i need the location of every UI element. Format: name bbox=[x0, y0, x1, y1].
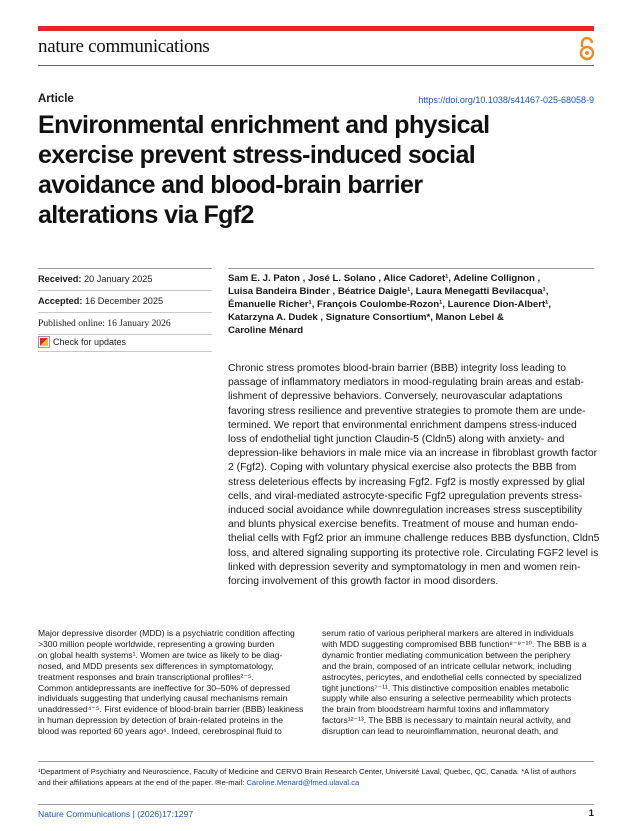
title-line: alterations via Fgf2 bbox=[38, 201, 254, 229]
article-title bbox=[38, 110, 598, 230]
title-line: avoidance and blood-brain barrier bbox=[38, 171, 423, 199]
accepted-value: 16 December 2025 bbox=[84, 296, 164, 306]
body-line: astrocytes, pericytes, and endothelial cells connected by specialized bbox=[322, 671, 582, 682]
published-date: Published online: 16 January 2026 bbox=[38, 318, 171, 329]
body-column-right bbox=[322, 628, 594, 737]
check-updates-label: Check for updates bbox=[53, 337, 127, 347]
abstract-line: loss, and altered signaling supporting its protective role. Circulating FGF2 level is bbox=[228, 547, 599, 559]
page-number: 1 bbox=[588, 808, 594, 819]
author-line[interactable]: Katarzyna A. Dudek , Signature Consortium*, Manon Lebel & bbox=[228, 312, 504, 323]
author-line[interactable]: Émanuelle Richer¹, François Coulombe-Rozon¹, Laurence Dion-Albert¹, bbox=[228, 299, 552, 310]
header-accent-bar bbox=[38, 26, 594, 31]
body-line: blood was reported 60 years ago⁶. Indeed, cerebrospinal fluid to bbox=[38, 726, 282, 737]
footer-citation[interactable]: Nature Communications | (2026)17:1297 bbox=[38, 809, 194, 819]
footnote-text: and their affiliations appears at the end of the paper. ✉e-mail: bbox=[38, 778, 247, 787]
received-date bbox=[38, 274, 152, 284]
body-line: with MDD suggesting compromised BBB function⁸⁻⁹⁻¹⁰. The BBB is a bbox=[322, 638, 587, 649]
abstract-line: and blunts physical exercise benefits. Treatment of mouse and human endo- bbox=[228, 519, 579, 531]
body-line: Common antidepressants are ineffective for 30–50% of depressed bbox=[38, 682, 291, 693]
body-column-left bbox=[38, 628, 310, 737]
received-value: 20 January 2025 bbox=[83, 274, 153, 284]
meta-divider bbox=[38, 312, 212, 313]
meta-divider bbox=[38, 290, 212, 291]
abstract-line: depression-like behaviors in male mice via an increase in fibroblast growth factor bbox=[228, 448, 598, 460]
footnote-line: ¹Department of Psychiatry and Neuroscience, Faculty of Medicine and CERVO Brain Research Center, Université Laval, Quebec, QC, Canada. *A list of authors bbox=[38, 767, 577, 776]
check-updates-button[interactable] bbox=[38, 336, 126, 348]
abstract-line: passage of inflammatory mediators in mood-regulating brain areas and estab- bbox=[228, 377, 584, 389]
author-line[interactable]: Luisa Bandeira Binder , Béatrice Daigle¹, Laura Menegatti Bevilacqua¹, bbox=[228, 286, 549, 297]
abstract-line: linked with depression severity and symptomatology in men and women rein- bbox=[228, 561, 581, 573]
author-list bbox=[228, 272, 598, 337]
author-line[interactable]: Sam E. J. Paton , José L. Solano , Alice Cadoret¹, Adeline Collignon , bbox=[228, 273, 541, 284]
abstract bbox=[228, 362, 598, 589]
abstract-line: induced social avoidance while downregulation increases stress susceptibility bbox=[228, 505, 583, 517]
accepted-date bbox=[38, 296, 163, 306]
abstract-line: thelial cells with Fgf2 prior an immune challenge reduces BBB dysfunction, Cldn5 bbox=[228, 533, 600, 545]
article-type: Article bbox=[38, 93, 74, 105]
accepted-label: Accepted: bbox=[38, 296, 83, 306]
footer-divider bbox=[38, 804, 594, 805]
body-line: >300 million people worldwide, representing a growing burden bbox=[38, 638, 275, 649]
body-line: in human depression by detection of brain-related proteins in the bbox=[38, 715, 284, 726]
abstract-line: forcing involvement of this growth factor in mood disorders. bbox=[228, 576, 499, 588]
body-line: serum ratio of various peripheral markers are altered in individuals bbox=[322, 628, 574, 638]
body-line: and the brain, composed of an intricate cellular network, including bbox=[322, 660, 572, 671]
meta-divider bbox=[38, 334, 212, 335]
body-line: the brain from bloodstream harmful toxins and inflammatory bbox=[322, 704, 549, 715]
abstract-line: stress deleterious effects by increasing Fgf2. Fgf2 is mostly expressed by glial bbox=[228, 476, 585, 488]
check-updates-icon bbox=[38, 336, 50, 348]
author-line[interactable]: Caroline Ménard bbox=[228, 325, 304, 336]
header-divider bbox=[38, 65, 594, 66]
body-line: treatment responses and brain transcriptional profiles²⁻⁵. bbox=[38, 671, 254, 682]
title-line: exercise prevent stress-induced social bbox=[38, 141, 476, 169]
body-line: individuals suggesting that underlying causal mechanisms remain bbox=[38, 693, 288, 704]
body-line: factors¹²⁻¹³. The BBB is necessary to maintain neural activity, and bbox=[322, 715, 571, 726]
journal-name[interactable]: nature communications bbox=[38, 36, 210, 57]
body-line: Major depressive disorder (MDD) is a psychiatric condition affecting bbox=[38, 628, 295, 638]
body-line: tight junctions⁷⁻¹¹. This distinctive composition enables metabolic bbox=[322, 682, 569, 693]
abstract-line: cells, and viral-mediated astrocyte-specific Fgf2 upregulation prevents stress- bbox=[228, 490, 583, 502]
abstract-line: termined. We report that environmental enrichment dampens stress-induced bbox=[228, 419, 577, 431]
doi-link[interactable]: https://doi.org/10.1038/s41467-025-68058-9 bbox=[418, 95, 594, 105]
footnote-line bbox=[38, 777, 598, 788]
body-line: unaddressed⁴⁻⁵. First evidence of blood-brain barrier (BBB) leakiness bbox=[38, 704, 304, 715]
body-line: disruption can lead to neuroinflammation, neuronal death, and bbox=[322, 726, 559, 737]
authors-divider bbox=[228, 268, 594, 269]
open-access-icon bbox=[578, 37, 596, 61]
body-line: supply while also ensuring a selective permeability which protects bbox=[322, 693, 572, 704]
received-label: Received: bbox=[38, 274, 82, 284]
affiliation-footnote bbox=[38, 766, 598, 788]
body-line: nosed, and MDD presents sex differences in symptomatology, bbox=[38, 660, 274, 671]
meta-divider bbox=[38, 351, 212, 352]
title-line: Environmental enrichment and physical bbox=[38, 111, 490, 139]
abstract-line: favoring stress resilience and preventive strategies to promote them are unde- bbox=[228, 405, 586, 417]
abstract-line: loss of endothelial tight junction Claudin-5 (Cldn5) along with anxiety- and bbox=[228, 434, 565, 446]
abstract-line: Chronic stress promotes blood-brain barrier (BBB) integrity loss leading to bbox=[228, 363, 567, 374]
body-line: dynamic frontier mediating communication between the periphery bbox=[322, 649, 571, 660]
meta-divider bbox=[38, 268, 212, 269]
abstract-line: 2 (Fgf2). Coping with voluntary physical exercise also protects the BBB from bbox=[228, 462, 577, 474]
footnote-divider bbox=[38, 761, 594, 762]
body-line: on global health systems¹. Women are twice as likely to be diag- bbox=[38, 649, 283, 660]
email-link[interactable]: Caroline.Menard@fmed.ulaval.ca bbox=[246, 778, 360, 787]
abstract-line: lishment of depressive behaviors. Conversely, neurovascular adaptations bbox=[228, 391, 563, 403]
